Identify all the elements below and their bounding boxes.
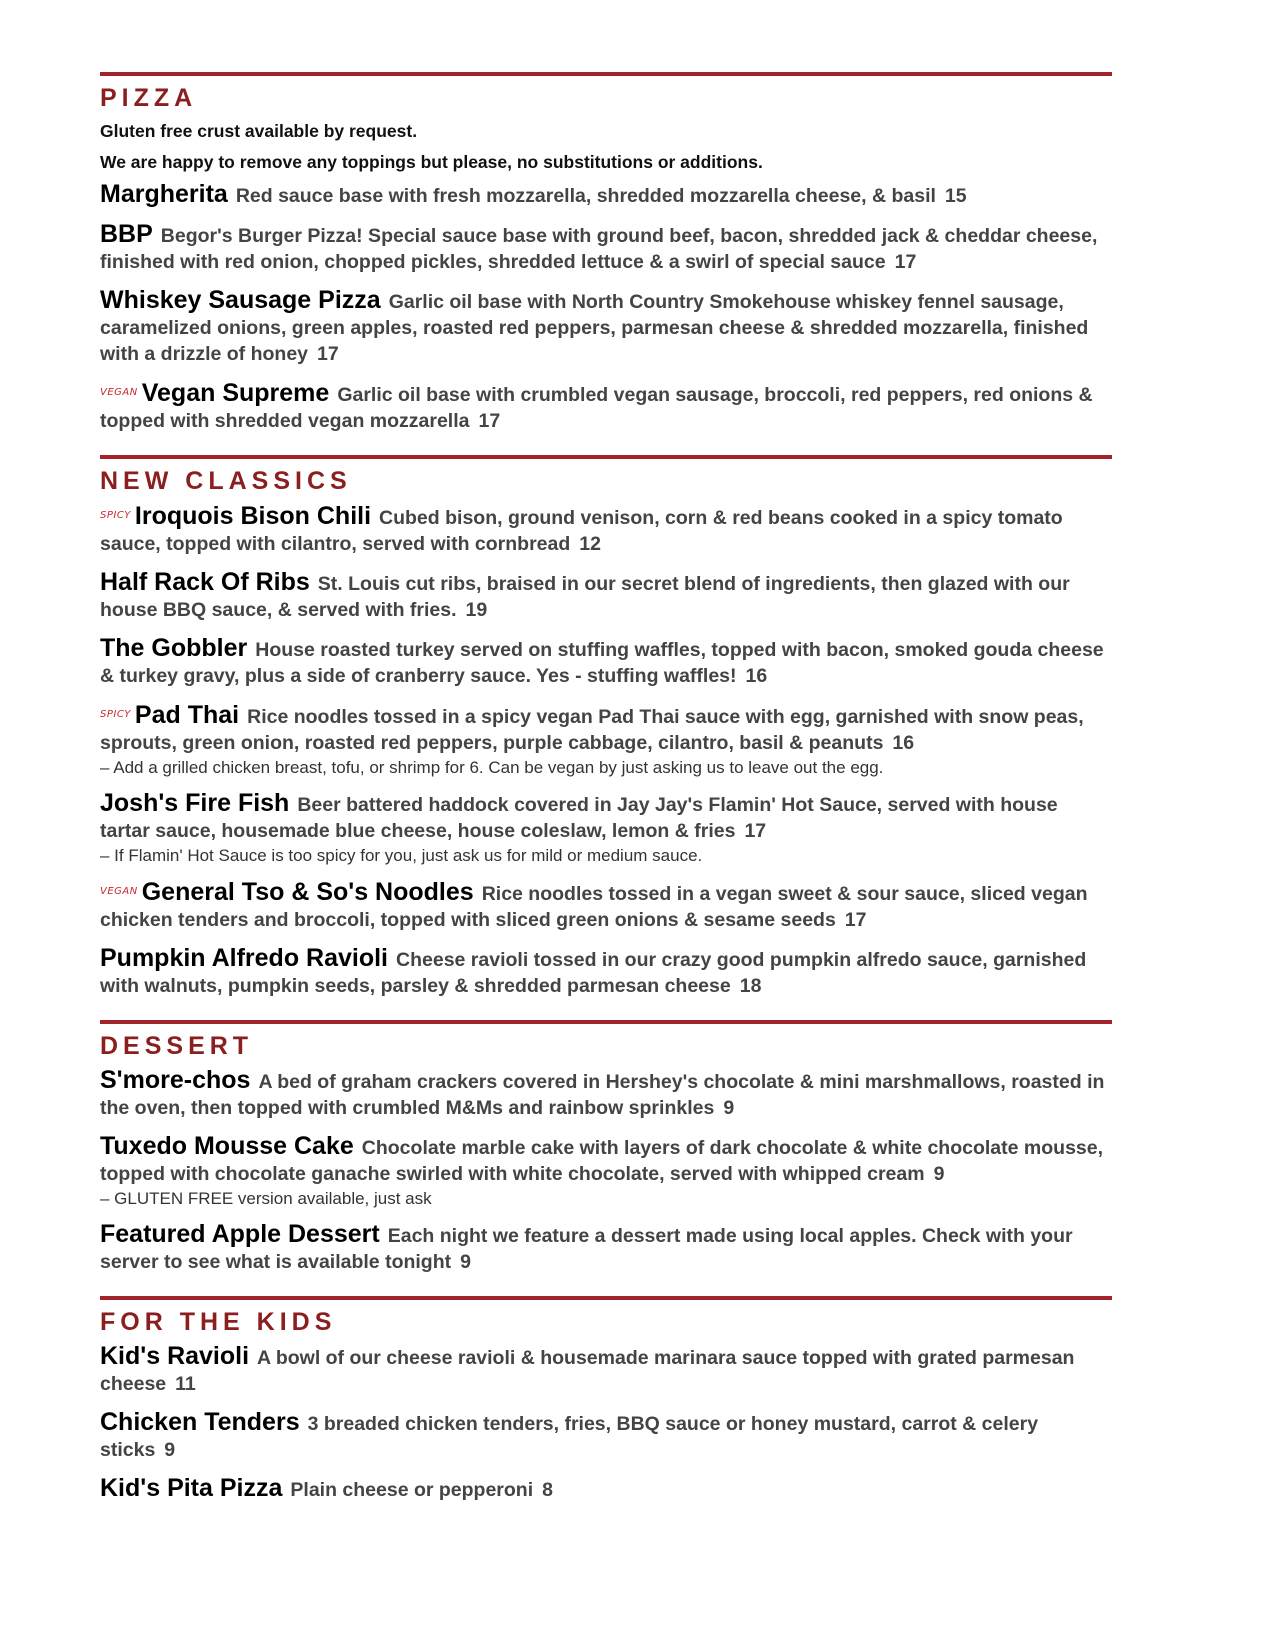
menu-item-line — [100, 1344, 1112, 1398]
item-name: General Tso & So's Noodles — [141, 878, 474, 906]
vegan-tag-icon: VEGAN — [100, 387, 138, 398]
menu-section — [100, 1020, 1112, 1276]
item-name: Kid's Pita Pizza — [100, 1474, 283, 1502]
vegan-tag-icon: VEGAN — [100, 886, 138, 897]
item-price: 17 — [317, 343, 339, 365]
item-description: Cubed bison, ground venison, corn & red beans cooked in a spicy tomato sauce, topped with cilantro, served with cornbread — [100, 507, 1063, 555]
section-title: DESSERT — [100, 1032, 254, 1060]
menu-item-line — [100, 791, 1112, 845]
menu-item-line — [100, 636, 1112, 690]
menu-item-line — [100, 1222, 1112, 1276]
menu-item-line — [100, 1410, 1112, 1464]
item-price: 17 — [744, 820, 767, 842]
item-description: Plain cheese or pepperoni — [290, 1479, 534, 1501]
menu-item — [100, 1476, 1112, 1504]
item-name: Iroquois Bison Chili — [134, 502, 372, 530]
menu-item — [100, 702, 1112, 779]
item-price: 19 — [465, 599, 488, 621]
item-price: 9 — [933, 1163, 945, 1185]
item-name: Half Rack Of Ribs — [100, 568, 310, 596]
section-title: NEW CLASSICS — [100, 467, 352, 495]
item-description: Garlic oil base with crumbled vegan sausage, broccoli, red peppers, red onions & topped with shredded vegan mozzarella — [100, 384, 1093, 432]
item-description: Rice noodles tossed in a spicy vegan Pad Thai sauce with egg, garnished with snow peas, sprouts, green onion, roasted red peppers, purple cabbage, cilantro, basil & peanuts — [100, 706, 1084, 754]
item-price: 18 — [739, 975, 762, 997]
menu-item-line — [100, 288, 1112, 368]
section-intro: Gluten free crust available by request. — [100, 121, 418, 141]
item-name: BBP — [100, 220, 153, 248]
menu-item — [100, 1344, 1112, 1398]
item-name: Pumpkin Alfredo Ravioli — [100, 944, 389, 972]
menu-item — [100, 1222, 1112, 1276]
menu-item — [100, 288, 1112, 368]
menu-item — [100, 182, 1112, 210]
spicy-tag-icon: SPICY — [100, 709, 131, 720]
menu-item — [100, 222, 1112, 276]
menu-item — [100, 1410, 1112, 1464]
spicy-tag-icon: SPICY — [100, 510, 131, 521]
item-description: A bowl of our cheese ravioli & housemade marinara sauce topped with grated parmesan cheese — [100, 1347, 1075, 1395]
item-name: Whiskey Sausage Pizza — [100, 286, 381, 314]
menu-section — [100, 1296, 1112, 1504]
item-description: Rice noodles tossed in a vegan sweet & sour sauce, sliced vegan chicken tenders and broccoli, topped with sliced green onions & sesame seeds — [100, 883, 1088, 931]
item-note: – If Flamin' Hot Sauce is too spicy for you, just ask us for mild or medium sauce. — [100, 846, 703, 865]
item-note: – Add a grilled chicken breast, tofu, or shrimp for 6. Can be vegan by just asking us to leave out the egg. — [100, 758, 884, 777]
item-description: St. Louis cut ribs, braised in our secret blend of ingredients, then glazed with our house BBQ sauce, & served with fries. — [100, 573, 1070, 621]
item-price: 16 — [745, 665, 768, 687]
menu-item-line — [100, 503, 1112, 558]
menu-item — [100, 879, 1112, 934]
menu-page — [100, 72, 1112, 1524]
menu-item-line — [100, 1068, 1112, 1122]
menu-item — [100, 791, 1112, 867]
menu-item — [100, 380, 1112, 435]
section-title: PIZZA — [100, 84, 198, 112]
menu-item-line — [100, 1134, 1112, 1188]
item-description: House roasted turkey served on stuffing waffles, topped with bacon, smoked gouda cheese & turkey gravy, plus a side of cranberry sauce. Yes - stuffing waffles! — [100, 639, 1104, 687]
menu-item-line — [100, 222, 1112, 276]
item-description: 3 breaded chicken tenders, fries, BBQ sauce or honey mustard, carrot & celery sticks — [100, 1413, 1039, 1461]
item-description: Red sauce base with fresh mozzarella, shredded mozzarella cheese, & basil — [235, 185, 936, 207]
item-price: 17 — [844, 909, 867, 931]
item-description: Each night we feature a dessert made using local apples. Check with your server to see what is available tonight — [100, 1225, 1073, 1273]
item-description: Begor's Burger Pizza! Special sauce base with ground beef, bacon, shredded jack & cheddar cheese, finished with red onion, chopped pickles, shredded lettuce & a swirl of special sauce — [100, 225, 1098, 273]
menu-item-line — [100, 702, 1112, 757]
menu-item-line — [100, 879, 1112, 934]
section-title: FOR THE KIDS — [100, 1308, 337, 1336]
menu-item — [100, 946, 1112, 1000]
item-name: Margherita — [100, 180, 228, 208]
item-price: 17 — [478, 410, 501, 432]
menu-item — [100, 503, 1112, 558]
menu-item-line — [100, 1476, 1112, 1504]
item-name: Vegan Supreme — [141, 379, 330, 407]
item-price: 16 — [892, 732, 915, 754]
item-price: 9 — [164, 1439, 176, 1461]
item-name: Tuxedo Mousse Cake — [100, 1132, 354, 1160]
item-price: 12 — [579, 533, 601, 555]
menu-section — [100, 455, 1112, 1000]
item-note: – GLUTEN FREE version available, just ask — [100, 1189, 432, 1208]
item-description: Chocolate marble cake with layers of dark chocolate & white chocolate mousse, topped with chocolate ganache swirled with white chocolate, served with whipped cream — [100, 1137, 1104, 1185]
menu-item — [100, 1068, 1112, 1122]
item-description: A bed of graham crackers covered in Hershey's chocolate & mini marshmallows, roasted in the oven, then topped with crumbled M&Ms and rainbow sprinkles — [100, 1071, 1105, 1119]
menu-item-line — [100, 182, 1112, 210]
menu-item-line — [100, 570, 1112, 624]
item-description: Garlic oil base with North Country Smokehouse whiskey fennel sausage, caramelized onions, green apples, roasted red peppers, parmesan cheese & shredded mozzarella, finished with a drizzle of honey — [100, 291, 1089, 365]
menu-section — [100, 72, 1112, 435]
item-price: 9 — [723, 1097, 735, 1119]
item-price: 8 — [542, 1479, 553, 1501]
menu-item — [100, 1134, 1112, 1210]
item-price: 9 — [460, 1251, 471, 1273]
item-description: Cheese ravioli tossed in our crazy good pumpkin alfredo sauce, garnished with walnuts, pumpkin seeds, parsley & shredded parmesan cheese — [100, 949, 1087, 997]
item-name: Featured Apple Dessert — [100, 1220, 380, 1248]
menu-item — [100, 636, 1112, 690]
item-name: Josh's Fire Fish — [100, 789, 290, 817]
item-name: Pad Thai — [134, 701, 240, 729]
item-name: Kid's Ravioli — [100, 1342, 250, 1370]
item-name: The Gobbler — [100, 634, 248, 662]
item-description: Beer battered haddock covered in Jay Jay's Flamin' Hot Sauce, served with house tartar sauce, housemade blue cheese, house coleslaw, lemon & fries — [100, 794, 1058, 842]
item-name: S'more-chos — [100, 1066, 251, 1094]
menu-item-line — [100, 380, 1112, 435]
item-name: Chicken Tenders — [100, 1408, 300, 1436]
item-price: 17 — [894, 251, 917, 273]
menu-item — [100, 570, 1112, 624]
item-price: 11 — [175, 1373, 196, 1395]
item-price: 15 — [944, 185, 967, 207]
menu-item-line — [100, 946, 1112, 1000]
section-intro: We are happy to remove any toppings but please, no substitutions or additions. — [100, 152, 763, 172]
